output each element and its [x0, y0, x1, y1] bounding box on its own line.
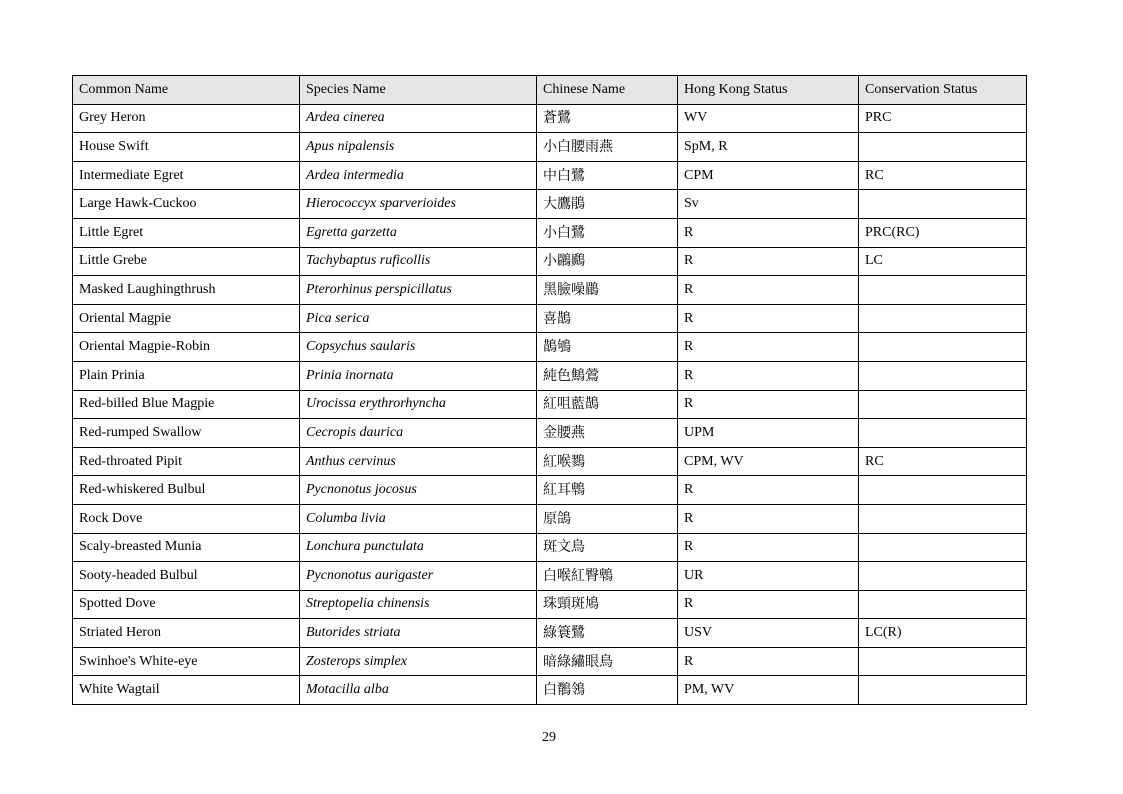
header-chinese-name: Chinese Name: [537, 76, 678, 105]
cell-hong-kong-status: R: [678, 218, 859, 247]
cell-hong-kong-status: R: [678, 361, 859, 390]
cell-chinese-name: 紅耳鵯: [537, 476, 678, 505]
cell-conservation-status: [859, 390, 1027, 419]
cell-conservation-status: [859, 133, 1027, 162]
table-row: [73, 161, 1027, 190]
cell-conservation-status: [859, 304, 1027, 333]
cell-hong-kong-status: R: [678, 390, 859, 419]
cell-hong-kong-status: R: [678, 276, 859, 305]
cell-common-name: Scaly-breasted Munia: [73, 533, 300, 562]
cell-hong-kong-status: R: [678, 504, 859, 533]
cell-species-name: Butorides striata: [300, 619, 537, 648]
cell-conservation-status: [859, 562, 1027, 591]
cell-conservation-status: [859, 476, 1027, 505]
cell-conservation-status: [859, 190, 1027, 219]
cell-common-name: Intermediate Egret: [73, 161, 300, 190]
cell-species-name: Tachybaptus ruficollis: [300, 247, 537, 276]
cell-hong-kong-status: CPM, WV: [678, 447, 859, 476]
cell-conservation-status: [859, 647, 1027, 676]
cell-chinese-name: 小白鷺: [537, 218, 678, 247]
cell-hong-kong-status: R: [678, 590, 859, 619]
cell-common-name: Red-throated Pipit: [73, 447, 300, 476]
cell-conservation-status: RC: [859, 161, 1027, 190]
cell-conservation-status: [859, 590, 1027, 619]
cell-common-name: Sooty-headed Bulbul: [73, 562, 300, 591]
cell-hong-kong-status: Sv: [678, 190, 859, 219]
cell-common-name: Oriental Magpie-Robin: [73, 333, 300, 362]
table-row: [73, 533, 1027, 562]
cell-common-name: Plain Prinia: [73, 361, 300, 390]
cell-hong-kong-status: CPM: [678, 161, 859, 190]
cell-species-name: Anthus cervinus: [300, 447, 537, 476]
cell-species-name: Zosterops simplex: [300, 647, 537, 676]
cell-conservation-status: [859, 504, 1027, 533]
cell-hong-kong-status: USV: [678, 619, 859, 648]
cell-species-name: Hierococcyx sparverioides: [300, 190, 537, 219]
table-row: [73, 276, 1027, 305]
cell-chinese-name: 紅咀藍鵲: [537, 390, 678, 419]
cell-conservation-status: [859, 419, 1027, 448]
cell-species-name: Ardea cinerea: [300, 104, 537, 133]
cell-chinese-name: 黑臉噪鶥: [537, 276, 678, 305]
cell-common-name: Red-whiskered Bulbul: [73, 476, 300, 505]
table-row: [73, 619, 1027, 648]
header-hong-kong-status: Hong Kong Status: [678, 76, 859, 105]
cell-chinese-name: 紅喉鷚: [537, 447, 678, 476]
cell-hong-kong-status: WV: [678, 104, 859, 133]
table-row: [73, 419, 1027, 448]
cell-species-name: Ardea intermedia: [300, 161, 537, 190]
cell-chinese-name: 喜鵲: [537, 304, 678, 333]
cell-chinese-name: 白喉紅臀鵯: [537, 562, 678, 591]
cell-hong-kong-status: R: [678, 247, 859, 276]
cell-species-name: Prinia inornata: [300, 361, 537, 390]
cell-common-name: Spotted Dove: [73, 590, 300, 619]
cell-chinese-name: 暗綠繡眼鳥: [537, 647, 678, 676]
cell-species-name: Columba livia: [300, 504, 537, 533]
cell-common-name: Grey Heron: [73, 104, 300, 133]
cell-hong-kong-status: UPM: [678, 419, 859, 448]
cell-conservation-status: [859, 533, 1027, 562]
cell-species-name: Pycnonotus jocosus: [300, 476, 537, 505]
table-row: [73, 333, 1027, 362]
cell-chinese-name: 小鸊鷉: [537, 247, 678, 276]
cell-common-name: Masked Laughingthrush: [73, 276, 300, 305]
table-body: [73, 104, 1027, 704]
table-row: [73, 304, 1027, 333]
table-row: [73, 590, 1027, 619]
table-row: [73, 504, 1027, 533]
cell-common-name: Rock Dove: [73, 504, 300, 533]
cell-species-name: Cecropis daurica: [300, 419, 537, 448]
cell-chinese-name: 純色鷦鶯: [537, 361, 678, 390]
cell-hong-kong-status: R: [678, 476, 859, 505]
cell-chinese-name: 鵲鴝: [537, 333, 678, 362]
cell-common-name: Large Hawk-Cuckoo: [73, 190, 300, 219]
cell-common-name: Little Egret: [73, 218, 300, 247]
cell-conservation-status: [859, 276, 1027, 305]
page-number: 29: [542, 730, 556, 745]
header-common-name: Common Name: [73, 76, 300, 105]
cell-species-name: Pycnonotus aurigaster: [300, 562, 537, 591]
cell-hong-kong-status: R: [678, 533, 859, 562]
cell-chinese-name: 原鴿: [537, 504, 678, 533]
cell-chinese-name: 珠頸斑鳩: [537, 590, 678, 619]
table-row: [73, 361, 1027, 390]
cell-species-name: Pterorhinus perspicillatus: [300, 276, 537, 305]
cell-chinese-name: 斑文鳥: [537, 533, 678, 562]
table-row: [73, 676, 1027, 705]
cell-chinese-name: 金腰燕: [537, 419, 678, 448]
cell-common-name: Swinhoe's White-eye: [73, 647, 300, 676]
cell-hong-kong-status: UR: [678, 562, 859, 591]
table-row: [73, 447, 1027, 476]
cell-hong-kong-status: SpM, R: [678, 133, 859, 162]
table-row: [73, 190, 1027, 219]
cell-common-name: Striated Heron: [73, 619, 300, 648]
cell-hong-kong-status: PM, WV: [678, 676, 859, 705]
table-row: [73, 247, 1027, 276]
cell-conservation-status: RC: [859, 447, 1027, 476]
cell-conservation-status: LC(R): [859, 619, 1027, 648]
cell-species-name: Lonchura punctulata: [300, 533, 537, 562]
cell-chinese-name: 小白腰雨燕: [537, 133, 678, 162]
cell-species-name: Motacilla alba: [300, 676, 537, 705]
cell-conservation-status: [859, 361, 1027, 390]
cell-chinese-name: 大鷹鵑: [537, 190, 678, 219]
cell-chinese-name: 蒼鷺: [537, 104, 678, 133]
table-header-row: [73, 76, 1027, 105]
cell-conservation-status: [859, 333, 1027, 362]
cell-common-name: House Swift: [73, 133, 300, 162]
cell-common-name: Oriental Magpie: [73, 304, 300, 333]
cell-chinese-name: 綠簑鷺: [537, 619, 678, 648]
cell-hong-kong-status: R: [678, 304, 859, 333]
header-species-name: Species Name: [300, 76, 537, 105]
cell-conservation-status: PRC(RC): [859, 218, 1027, 247]
cell-species-name: Apus nipalensis: [300, 133, 537, 162]
table-row: [73, 104, 1027, 133]
cell-conservation-status: [859, 676, 1027, 705]
cell-species-name: Streptopelia chinensis: [300, 590, 537, 619]
bird-species-table: [72, 75, 1027, 705]
table-row: [73, 562, 1027, 591]
cell-hong-kong-status: R: [678, 647, 859, 676]
table-row: [73, 218, 1027, 247]
cell-species-name: Pica serica: [300, 304, 537, 333]
cell-common-name: Little Grebe: [73, 247, 300, 276]
cell-hong-kong-status: R: [678, 333, 859, 362]
cell-species-name: Urocissa erythrorhyncha: [300, 390, 537, 419]
cell-common-name: Red-rumped Swallow: [73, 419, 300, 448]
cell-chinese-name: 中白鷺: [537, 161, 678, 190]
cell-conservation-status: LC: [859, 247, 1027, 276]
header-conservation-status: Conservation Status: [859, 76, 1027, 105]
table-row: [73, 647, 1027, 676]
table-row: [73, 133, 1027, 162]
cell-common-name: White Wagtail: [73, 676, 300, 705]
cell-species-name: Copsychus saularis: [300, 333, 537, 362]
cell-species-name: Egretta garzetta: [300, 218, 537, 247]
cell-conservation-status: PRC: [859, 104, 1027, 133]
table-row: [73, 476, 1027, 505]
cell-common-name: Red-billed Blue Magpie: [73, 390, 300, 419]
cell-chinese-name: 白鶺鴒: [537, 676, 678, 705]
table-row: [73, 390, 1027, 419]
